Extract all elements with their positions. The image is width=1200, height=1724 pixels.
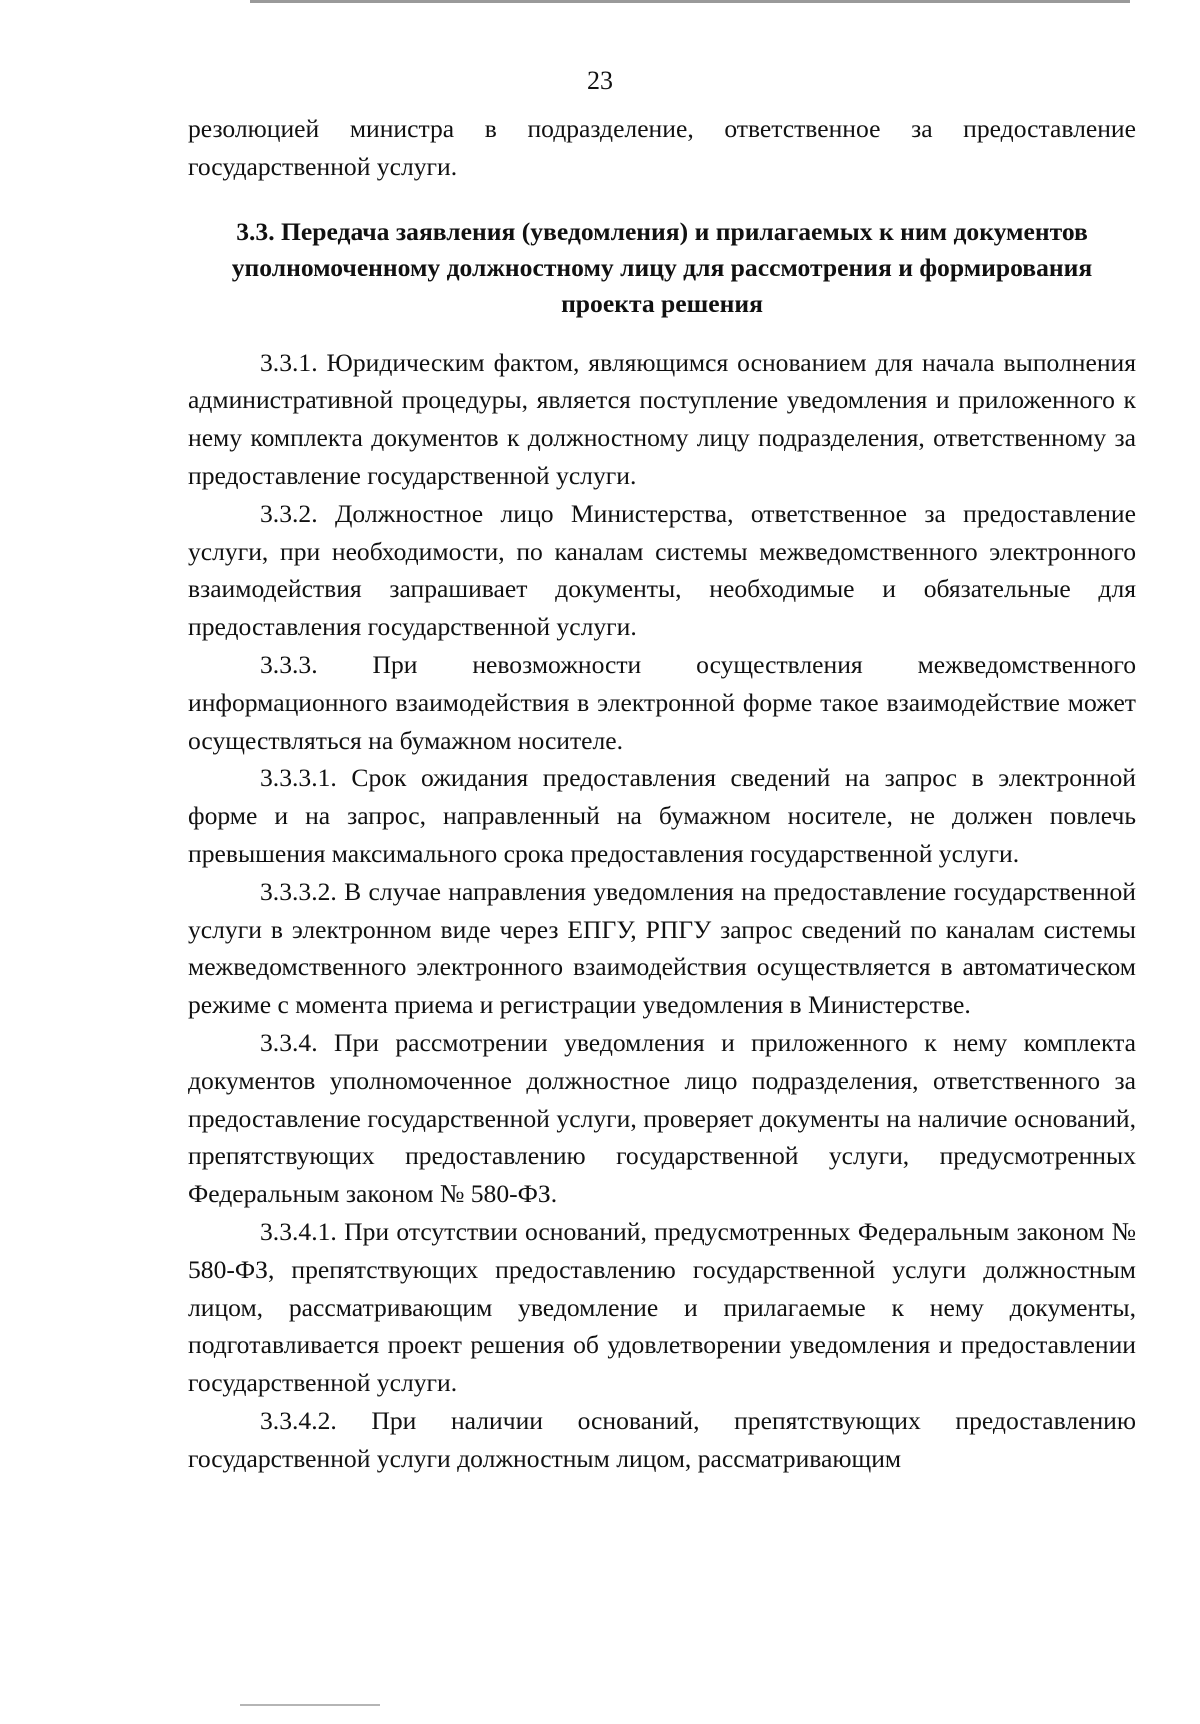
paragraph-3-3-3-1: 3.3.3.1. Срок ожидания предоставления сведений на запрос в электронной форме и на запрос, направленный на бумажном носителе, не должен повлечь превышения максимального срока предоставления государственной услуги.	[188, 763, 1136, 868]
paragraph-3-3-3: 3.3.3. При невозможности осуществления межведомственного информационного взаимодействия в электронной форме такое взаимодействие может осуществляться на бумажном носителе.	[188, 649, 1136, 755]
scan-edge-top	[250, 0, 1130, 3]
paragraph-3-3-2: 3.3.2. Должностное лицо Министерства, ответственное за предоставление услуги, при необходимости, по каналам системы межведомственного электронного взаимодействия запрашивает документы, необходимые и обязательные для предоставления государственной услуги.	[188, 498, 1136, 642]
document-body	[188, 110, 1136, 1478]
scan-edge-bottom	[240, 1704, 380, 1706]
paragraph-3-3-4-2: 3.3.4.2. При наличии оснований, препятствующих предоставлению государственной услуги должностным лицом, рассматривающим	[188, 1405, 1136, 1473]
paragraph-3-3-1: 3.3.1. Юридическим фактом, являющимся основанием для начала выполнения административной процедуры, является поступление уведомления и приложенного к нему комплекта документов к должностному лицу подразделения, ответственному за предоставление государственной услуги.	[188, 347, 1136, 490]
page-number: 23	[587, 66, 613, 95]
paragraph-3-3-3-2: 3.3.3.2. В случае направления уведомления на предоставление государственной услуги в электронном виде через ЕПГУ, РПГУ запрос сведений по каналам системы межведомственного электронного взаимодействия осуществляется в автоматическом режиме с момента приема и регистрации уведомления в Министерстве.	[188, 876, 1136, 1020]
paragraph-3-3-4: 3.3.4. При рассмотрении уведомления и приложенного к нему комплекта документов уполномоченное должностное лицо подразделения, ответственного за предоставление государственной услуги, проверяет документы на наличие оснований, препятствующих предоставлению государственной услуги, предусмотренных Федеральным законом № 580-ФЗ.	[188, 1027, 1136, 1209]
paragraph-3-3-4-1: 3.3.4.1. При отсутствии оснований, предусмотренных Федеральным законом № 580-ФЗ, препятствующих предоставлению государственной услуги должностным лицом, рассматривающим уведомление и прилагаемые к нему документы, подготавливается проект решения об удовлетворении уведомления и предоставлении государственной услуги.	[188, 1216, 1136, 1398]
section-heading: 3.3. Передача заявления (уведомления) и прилагаемых к ним документов уполномоченному должностному лицу для рассмотрения и формирования проекта решения	[231, 216, 1093, 318]
continuation-paragraph: резолюцией министра в подразделение, ответственное за предоставление государственной услуги.	[188, 114, 1136, 181]
